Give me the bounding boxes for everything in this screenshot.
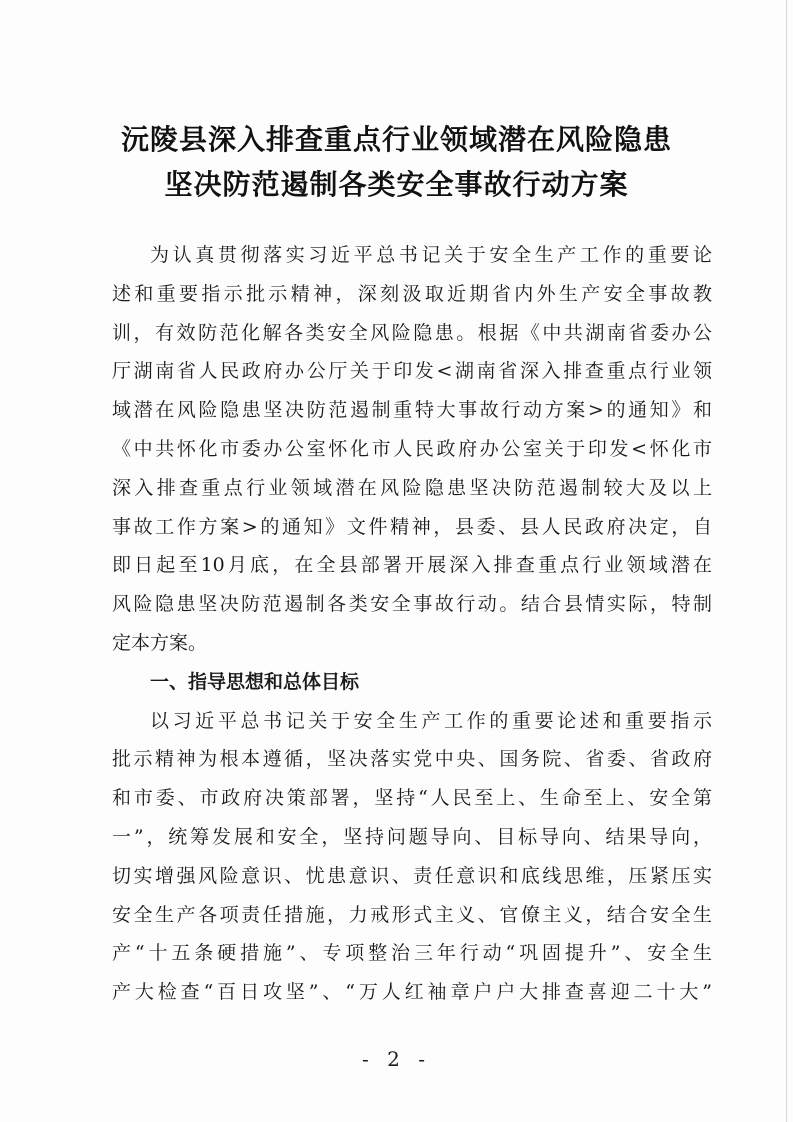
intro-line: 风险隐患坚决防范遏制各类安全事故行动。结合县情实际，特制 — [112, 593, 712, 616]
intro-line: 即日起至10月底，在全县部署开展深入排查重点行业领域潜在 — [112, 554, 712, 577]
intro-line: 厅湖南省人民政府办公厅关于印发<湖南省深入排查重点行业领 — [112, 360, 712, 383]
document-title-line-2: 坚决防范遏制各类安全事故行动方案 — [164, 168, 629, 201]
intro-line: 训，有效防范化解各类安全风险隐患。根据《中共湖南省委办公 — [112, 321, 712, 344]
section-line: 一”，统筹发展和安全，坚持问题导向、目标导向、结果导向， — [112, 825, 712, 848]
section-heading: 一、指导思想和总体目标 — [150, 670, 360, 693]
section-line: 产“十五条硬措施”、专项整治三年行动“巩固提升”、安全生 — [112, 942, 712, 965]
intro-line: 定本方案。 — [112, 631, 208, 654]
section-line: 和市委、市政府决策部署，坚持“人民至上、生命至上、安全第 — [112, 787, 712, 810]
section-line: 安全生产各项责任措施，力戒形式主义、官僚主义，结合安全生 — [112, 903, 712, 926]
section-line: 产大检查“百日攻坚”、“万人红袖章户户大排查喜迎二十大” — [112, 981, 712, 1004]
intro-line: 述和重要指示批示精神，深刻汲取近期省内外生产安全事故教 — [112, 282, 712, 305]
document-title-line-1: 沅陵县深入排查重点行业领域潜在风险隐患 — [120, 123, 672, 156]
intro-line: 深入排查重点行业领域潜在风险隐患坚决防范遏制较大及以上 — [112, 476, 712, 499]
section-line: 以习近平总书记关于安全生产工作的重要论述和重要指示 — [150, 709, 712, 732]
intro-line: 为认真贯彻落实习近平总书记关于安全生产工作的重要论 — [150, 244, 712, 266]
intro-line: 事故工作方案>的通知》文件精神，县委、县人民政府决定，自 — [112, 515, 712, 538]
section-line: 切实增强风险意识、忧患意识、责任意识和底线思维，压紧压实 — [112, 864, 712, 887]
intro-line: 域潜在风险隐患坚决防范遏制重特大事故行动方案>的通知》和 — [112, 399, 712, 422]
document-body — [112, 236, 712, 1012]
page-number: - 2 - — [362, 1047, 431, 1071]
section-line: 批示精神为根本遵循，坚决落实党中央、国务院、省委、省政府 — [112, 748, 712, 771]
intro-line: 《中共怀化市委办公室怀化市人民政府办公室关于印发<怀化市 — [112, 437, 712, 460]
